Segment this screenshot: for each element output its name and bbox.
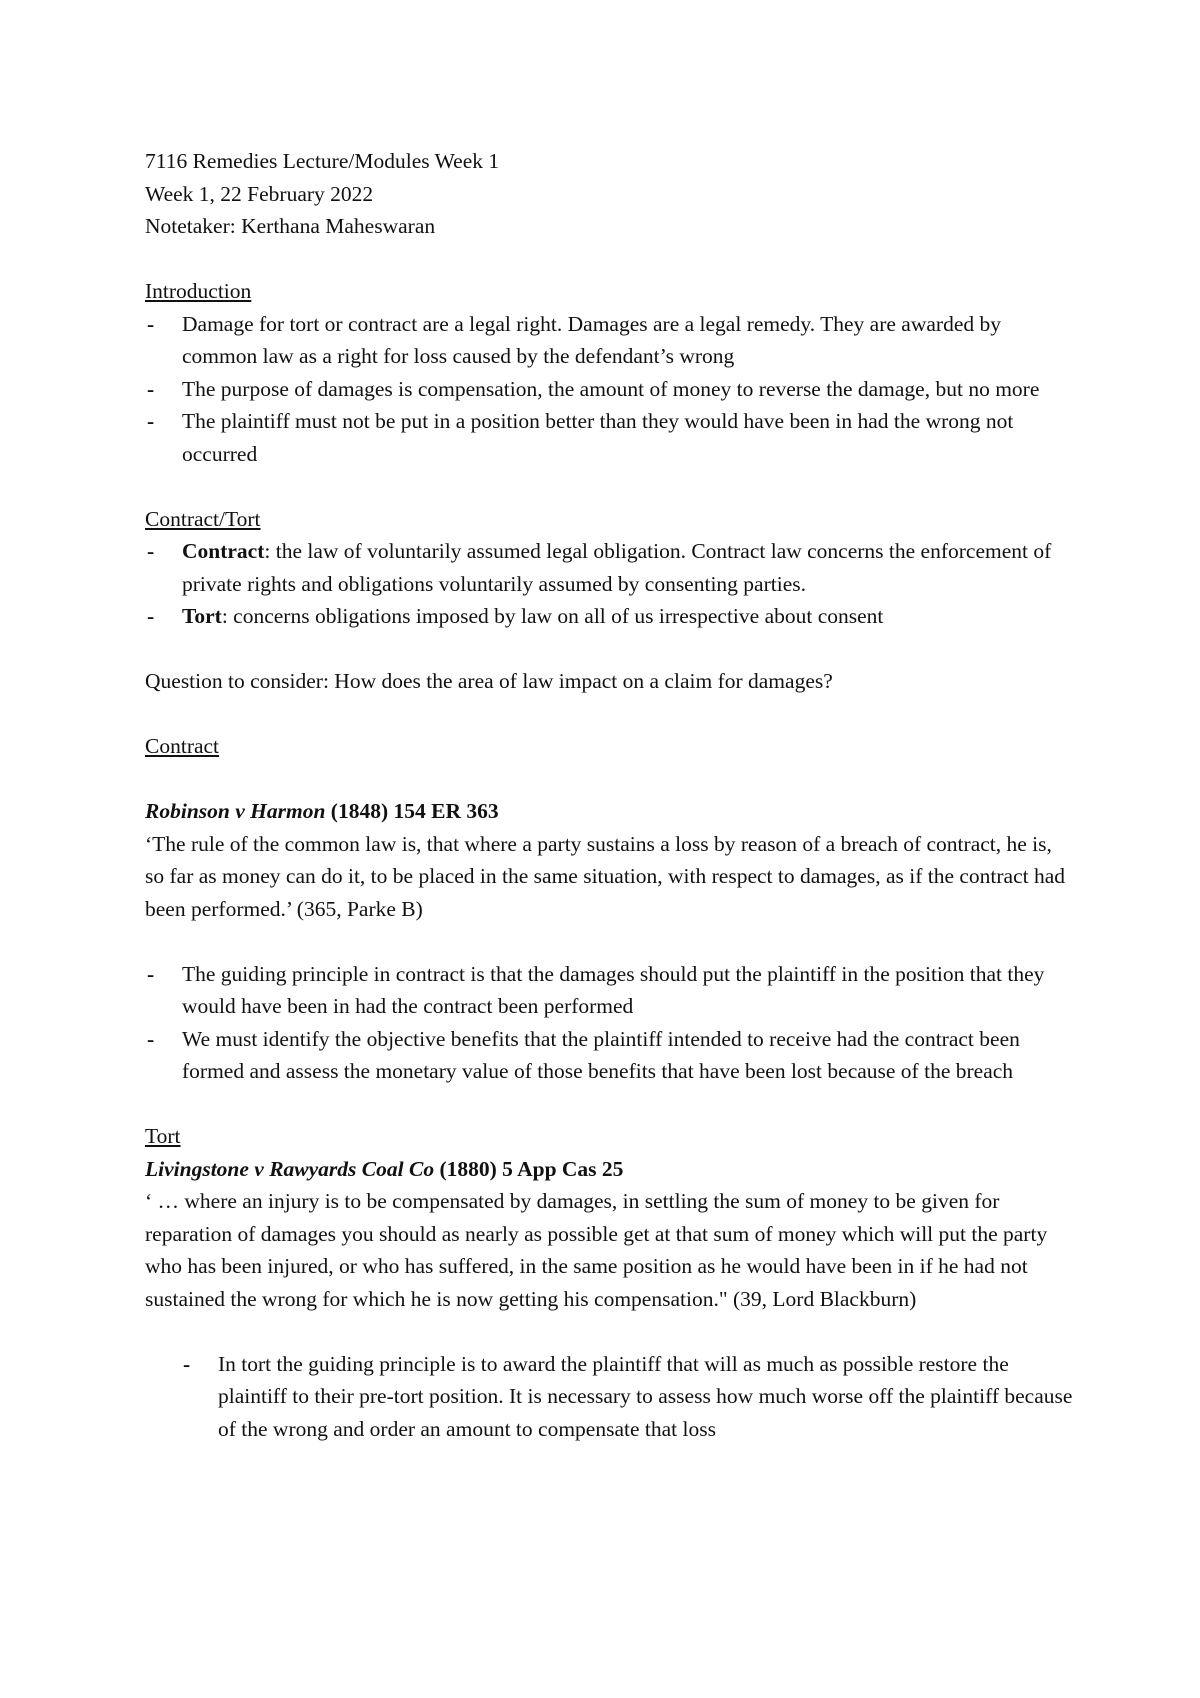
case-citation: (1848) 154 ER 363 [325,799,499,823]
question-text: Question to consider: How does the area of law impact on a claim for damages? [145,669,833,693]
case-name: Livingstone v Rawyards Coal Co [145,1156,435,1181]
case-title-robinson [145,795,1075,828]
bullet-dash: - [147,311,155,336]
list-item: - The guiding principle in contract is that the damages should put the plaintiff in the position that they would have been in had the contract been performed [145,958,1075,1023]
heading-contract: Contract [145,734,220,758]
definition-tort: : concerns obligations imposed by law on all of us irrespective about consent [221,604,884,628]
list-item [145,535,1075,600]
bullet-dash: - [183,1351,191,1376]
list-item: - We must identify the objective benefits that the plaintiff intended to receive had the contract been formed and assess the monetary value of those benefits that have been lost because of the breach [145,1023,1075,1088]
list-item: - The purpose of damages is compensation, the amount of money to reverse the damage, but no more [145,373,1075,406]
definition-contract: : the law of voluntarily assumed legal obligation. Contract law concerns the enforcement of private rights and obligations voluntarily assumed by consenting parties. [182,539,1052,596]
bullet-dash: - [147,376,155,401]
document-page [145,145,1075,1445]
document-notetaker: Notetaker: Kerthana Maheswaran [145,214,436,238]
contract-principles-list [145,958,1075,1088]
heading-introduction: Introduction [145,279,252,303]
bullet-dash: - [147,409,155,433]
list-item [145,600,1075,633]
document-title: 7116 Remedies Lecture/Modules Week 1 [145,149,500,173]
case-quote-robinson: ‘The rule of the common law is, that where a party sustains a loss by reason of a breach of contract, he is, so far as money can do it, to be placed in the same situation, with respect to damages, as if the contract had been performed.’ (365, Parke B) [145,831,1066,921]
case-title-livingstone [145,1153,1075,1186]
bullet-dash: - [147,604,155,628]
bullet-dash: - [147,539,155,563]
document-date: Week 1, 22 February 2022 [145,181,374,206]
bullet-dash: - [147,1026,155,1051]
tort-principles-list [145,1348,1075,1446]
list-item: - Damage for tort or contract are a legal right. Damages are a legal remedy. They are awarded by common law as a right for loss caused by the defendant’s wrong [145,308,1075,373]
term-tort: Tort [182,604,222,628]
list-item: - In tort the guiding principle is to award the plaintiff that will as much as possible restore the plaintiff to their pre-tort position. It is necessary to assess how much worse off the plaintiff because of the wrong and order an amount to compensate that loss [181,1348,1075,1446]
term-contract: Contract [182,539,265,563]
introduction-list [145,308,1075,471]
heading-tort: Tort [145,1124,181,1148]
case-name: Robinson v Harmon [145,799,326,823]
case-citation: (1880) 5 App Cas 25 [434,1156,624,1181]
bullet-dash: - [147,961,155,986]
heading-contract-tort: Contract/Tort [145,506,261,531]
case-quote-livingstone: ‘ … where an injury is to be compensated by damages, in settling the sum of money to be given for reparation of damages you should as nearly as possible get at that sum of money which will put the party who has been injured, or who has suffered, in the same position as he would have been in if he had not sustained the wrong for which he is now getting his compensation." (39, Lord Blackburn) [145,1189,1048,1311]
contract-tort-list [145,535,1075,633]
list-item: - The plaintiff must not be put in a position better than they would have been in had the wrong not occurred [145,405,1075,470]
